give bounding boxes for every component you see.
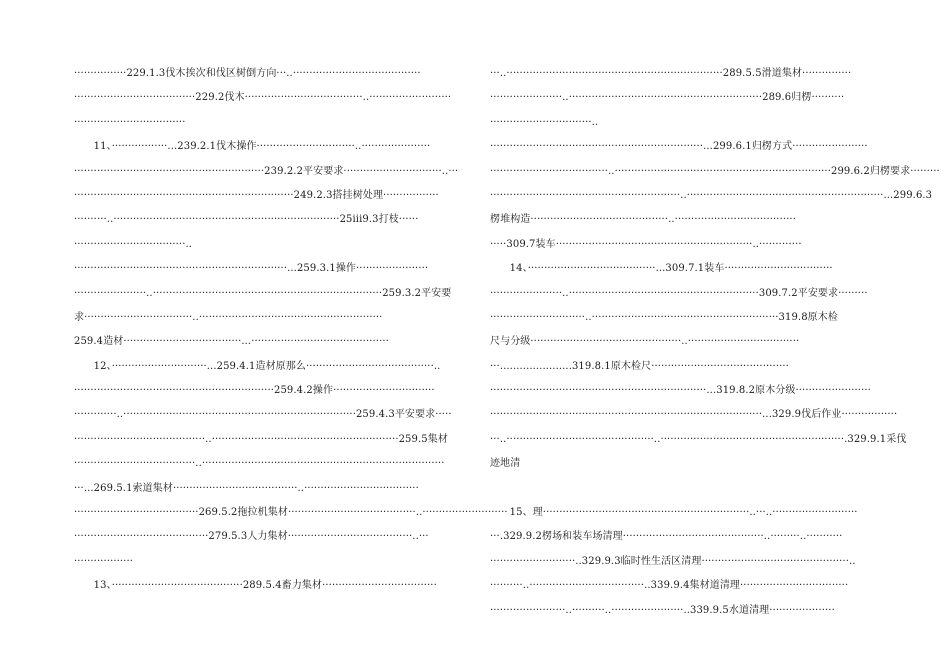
toc-line: ···..··································································289.5.5滑道集材···············	[490, 68, 852, 79]
toc-line: 259.4造材····································...··········································	[74, 336, 389, 348]
toc-line: ··········..·····································································25iii9.3打枝······	[74, 214, 419, 226]
toc-line: ·······················..··········..······················..339.9.5水道清理····················	[490, 604, 835, 616]
toc-line: ·····························································259.4.2操作·······························	[74, 385, 435, 397]
toc-line: ······················..··························································309.7.2平安要求·········	[490, 287, 868, 299]
toc-line: ···......................319.8.1原木检尺··········································	[490, 360, 789, 372]
toc-line: ·············..·······································································259.4.3平安要求·····	[74, 409, 452, 421]
toc-line: ·····························..·························································319.8原木检	[490, 311, 838, 323]
toc-line: ······················..······································································259.3.2平安要	[74, 287, 452, 299]
toc-line: ·······························..	[490, 116, 599, 128]
toc-line: ······································269.5.2拖拉机集材·······································..··························	[74, 507, 508, 519]
toc-line: ··················	[74, 555, 134, 567]
toc-line: ··························..329.9.3临时性生活区清理·············································..	[490, 555, 856, 567]
toc-line: ··········..···································..339.9.4集材道清理·································	[490, 580, 849, 592]
toc-line: ···································································249.2.3搭挂树处理·················	[74, 189, 439, 201]
toc-line: ······················..···························································289.6归楞··········	[490, 92, 845, 104]
toc-right-column	[490, 62, 940, 623]
toc-line: ··································..	[74, 238, 193, 250]
toc-line: 13、········································289.5.4畜力集材···································	[74, 580, 437, 592]
toc-line: 尺与分级··············································..··································	[490, 336, 800, 348]
toc-line: ················229.1.3伐木挨次和伐区树倒方向···..·······································	[74, 68, 421, 79]
toc-line: ··································································...319.8.2原木分级·······················	[490, 385, 871, 397]
toc-line: 11、·················...239.2.1伐木操作······························..·····················	[74, 141, 431, 153]
toc-line: ···················································································...329.9伐后作业·················	[490, 409, 898, 421]
toc-line: 12、·····························...259.4.1造材原那么·······································..	[74, 360, 441, 372]
toc-line: ···...269.5.1索道集材······································..···································	[74, 482, 419, 494]
toc-line: ·····································229.2伐木····································..·························	[74, 92, 452, 104]
toc-line: ··································	[74, 116, 186, 128]
toc-line	[490, 477, 882, 501]
toc-line: ·····································..··········································································	[74, 458, 445, 470]
toc-line: ····································..··································································299.6.2归楞要求·········	[490, 165, 940, 177]
toc-line: ········································..·························································259.5集材	[74, 433, 448, 445]
toc-line: ·································································...259.3.1操作······················	[74, 263, 429, 275]
toc-line: 15、理·······························································..···..··························	[490, 507, 858, 519]
toc-line: 求·································..························································	[74, 311, 383, 323]
toc-line: ·································································...299.6.1归楞方式·······················	[490, 141, 868, 153]
toc-line: 迹地清	[490, 458, 521, 470]
toc-line: ···..·············································..························································.329.9.1采伐	[490, 433, 907, 445]
toc-line: ·········································279.5.3人力集材······································..···	[74, 531, 429, 543]
toc-line: ··························································..····························································...299.6.3	[490, 189, 933, 201]
toc-line: ··························································239.2.2平安要求······························..···	[74, 165, 459, 177]
toc-line: ·····309.7装车····························································..·············	[490, 238, 802, 250]
toc-line: 14、·······································...309.7.1装车·································	[490, 263, 833, 275]
toc-line: ···.329.9.2楞场和装车场清理···········································..·········..···········	[490, 531, 843, 543]
toc-line: 楞堆构造··········································..·····································	[490, 214, 796, 226]
